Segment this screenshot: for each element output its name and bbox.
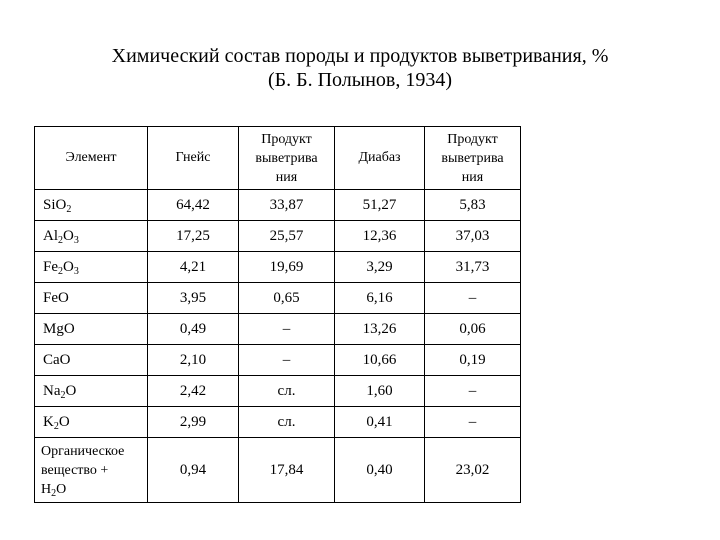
table-row — [35, 407, 521, 438]
value-cell: 37,03 — [425, 221, 521, 252]
value-cell: 31,73 — [425, 252, 521, 283]
header-product-2: Продукт выветрива ния — [425, 127, 521, 190]
value-cell: 0,94 — [148, 438, 239, 503]
table-row — [35, 314, 521, 345]
element-cell: $Na_2O$ — [35, 376, 148, 407]
value-cell: 33,87 — [239, 190, 335, 221]
value-cell: 51,27 — [335, 190, 425, 221]
header-diabase: Диабаз — [335, 127, 425, 190]
table-row — [35, 190, 521, 221]
value-cell: 0,65 — [239, 283, 335, 314]
value-cell: 25,57 — [239, 221, 335, 252]
page-title: Химический состав породы и продуктов выветривания, % — [111, 45, 609, 67]
value-cell: – — [239, 345, 335, 376]
element-cell: $Al_2O_3$ — [35, 221, 148, 252]
value-cell: 64,42 — [148, 190, 239, 221]
header-element: Элемент — [35, 127, 148, 190]
value-cell: 0,06 — [425, 314, 521, 345]
value-cell: сл. — [239, 407, 335, 438]
value-cell: 3,29 — [335, 252, 425, 283]
element-cell: Органическое вещество + $H_2O$ — [35, 438, 148, 503]
value-cell: 0,49 — [148, 314, 239, 345]
value-cell: – — [425, 283, 521, 314]
header-gneiss: Гнейс — [148, 127, 239, 190]
value-cell: 17,25 — [148, 221, 239, 252]
value-cell: 2,42 — [148, 376, 239, 407]
value-cell: 13,26 — [335, 314, 425, 345]
value-cell: 12,36 — [335, 221, 425, 252]
header-product-1: Продукт выветрива ния — [239, 127, 335, 190]
table-row — [35, 438, 521, 503]
value-cell: 6,16 — [335, 283, 425, 314]
table-row — [35, 252, 521, 283]
value-cell: 0,40 — [335, 438, 425, 503]
table-header-row — [35, 127, 521, 190]
page-subtitle: (Б. Б. Полынов, 1934) — [267, 69, 453, 91]
value-cell: 2,99 — [148, 407, 239, 438]
element-cell: $K_2O$ — [35, 407, 148, 438]
value-cell: 3,95 — [148, 283, 239, 314]
value-cell: – — [425, 376, 521, 407]
table-row — [35, 283, 521, 314]
value-cell: 23,02 — [425, 438, 521, 503]
value-cell: 19,69 — [239, 252, 335, 283]
value-cell: 0,41 — [335, 407, 425, 438]
value-cell: 1,60 — [335, 376, 425, 407]
value-cell: – — [425, 407, 521, 438]
value-cell: 5,83 — [425, 190, 521, 221]
value-cell: 17,84 — [239, 438, 335, 503]
table-row — [35, 221, 521, 252]
chemical-composition-table — [34, 126, 521, 503]
element-cell: FeO — [35, 283, 148, 314]
value-cell: 4,21 — [148, 252, 239, 283]
value-cell: – — [239, 314, 335, 345]
element-cell: MgO — [35, 314, 148, 345]
element-cell: SiO$_2$ — [35, 190, 148, 221]
element-cell: $Fe_2O_3$ — [35, 252, 148, 283]
value-cell: 10,66 — [335, 345, 425, 376]
table-row — [35, 345, 521, 376]
value-cell: 0,19 — [425, 345, 521, 376]
table-row — [35, 376, 521, 407]
value-cell: сл. — [239, 376, 335, 407]
value-cell: 2,10 — [148, 345, 239, 376]
element-cell: CaO — [35, 345, 148, 376]
